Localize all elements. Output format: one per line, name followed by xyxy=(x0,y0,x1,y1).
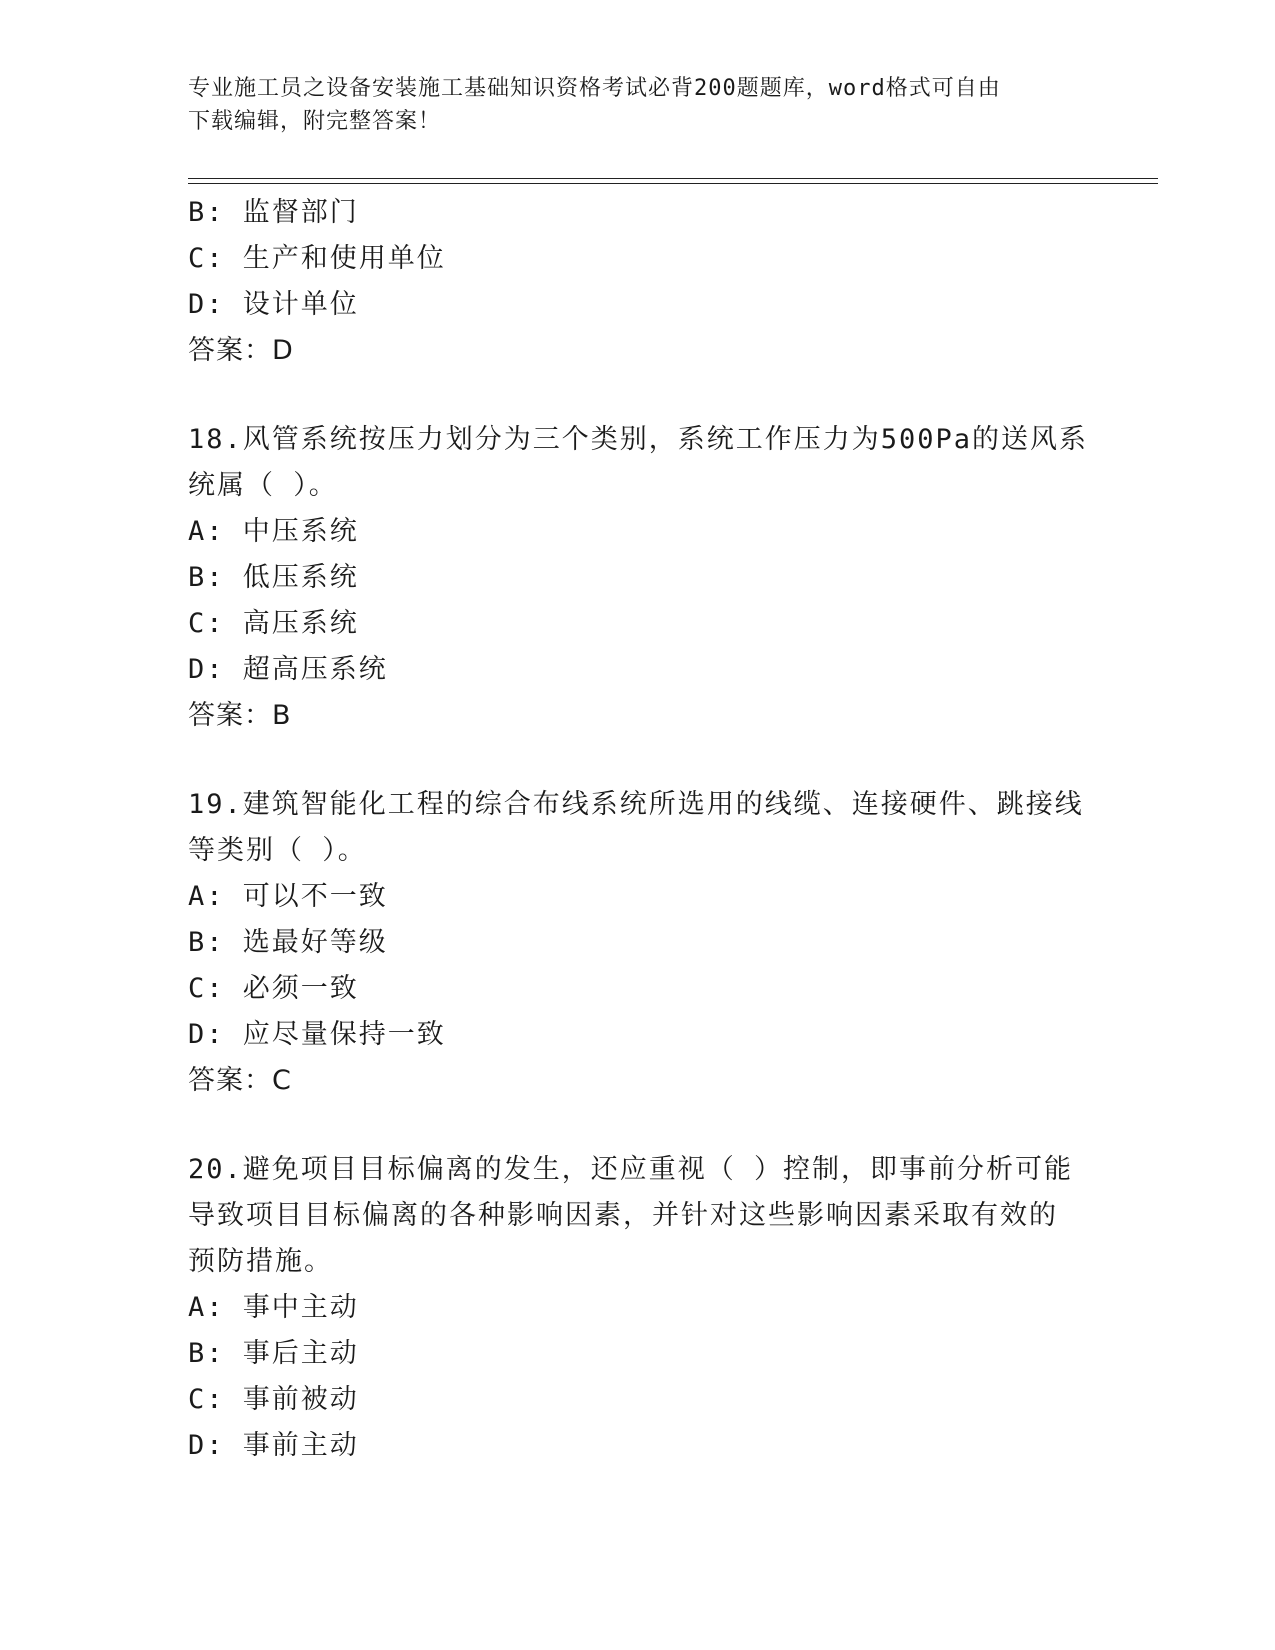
question-stem-line: 19.建筑智能化工程的综合布线系统所选用的线缆、连接硬件、跳接线 xyxy=(188,789,1084,820)
option-d: D: 事前主动 xyxy=(188,1430,359,1461)
option-a: A: 可以不一致 xyxy=(188,881,388,912)
answer-line: 答案：D xyxy=(188,335,294,366)
option-c: C: 生产和使用单位 xyxy=(188,243,446,274)
question-stem-line: 预防措施。 xyxy=(188,1246,333,1277)
question-stem-line: 20.避免项目目标偏离的发生，还应重视（ ）控制，即事前分析可能 xyxy=(188,1154,1074,1185)
option-b: B: 监督部门 xyxy=(188,197,359,228)
option-c: C: 高压系统 xyxy=(188,608,359,639)
answer-line: 答案：C xyxy=(188,1065,292,1096)
answer-line: 答案：B xyxy=(188,700,292,731)
option-a: A: 中压系统 xyxy=(188,516,359,547)
header-line-2: 下载编辑，附完整答案！ xyxy=(188,109,442,134)
option-d: D: 超高压系统 xyxy=(188,654,388,685)
option-b: B: 选最好等级 xyxy=(188,927,388,958)
question-stem-line: 18.风管系统按压力划分为三个类别，系统工作压力为500Pa的送风系 xyxy=(188,424,1089,455)
option-b: B: 事后主动 xyxy=(188,1338,359,1369)
option-c: C: 事前被动 xyxy=(188,1384,359,1415)
option-a: A: 事中主动 xyxy=(188,1292,359,1323)
question-20 xyxy=(188,1147,1088,1469)
option-c: C: 必须一致 xyxy=(188,973,359,1004)
option-b: B: 低压系统 xyxy=(188,562,359,593)
question-spacer xyxy=(188,739,1088,782)
option-d: D: 设计单位 xyxy=(188,289,359,320)
question-stem-line: 导致项目目标偏离的各种影响因素，并针对这些影响因素采取有效的 xyxy=(188,1200,1058,1231)
header-line-1: 专业施工员之设备安装施工基础知识资格考试必背200题题库，word格式可自由 xyxy=(188,76,1001,101)
question-19 xyxy=(188,782,1088,1104)
option-d: D: 应尽量保持一致 xyxy=(188,1019,446,1050)
question-spacer xyxy=(188,374,1088,417)
document-header xyxy=(188,72,1078,138)
header-divider-top xyxy=(188,178,1158,179)
question-stem-line: 统属（ ）。 xyxy=(188,470,338,501)
question-18 xyxy=(188,417,1088,739)
question-list xyxy=(188,190,1088,1469)
question-stem-line: 等类别（ ）。 xyxy=(188,835,367,866)
question-17 xyxy=(188,190,1088,374)
question-spacer xyxy=(188,1104,1088,1147)
header-divider-bottom xyxy=(188,183,1158,184)
